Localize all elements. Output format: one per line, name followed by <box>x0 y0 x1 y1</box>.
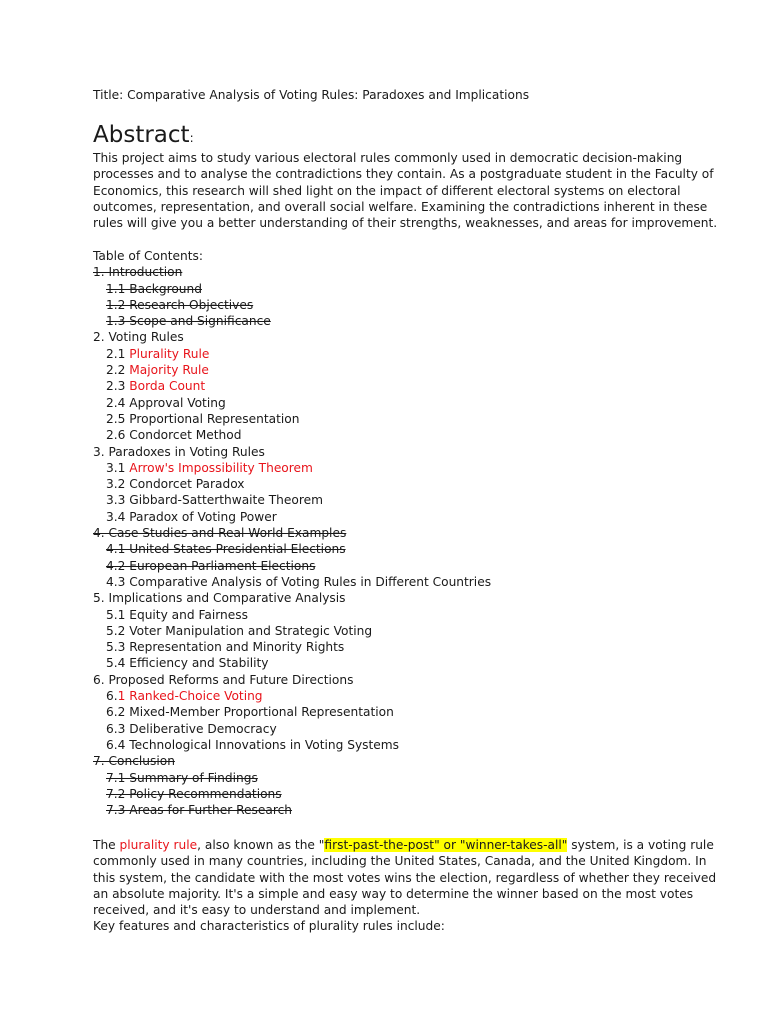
plurality-line: an absolute majority. It's a simple and easy way to determine the winner based on the most votes <box>93 886 694 901</box>
toc-entry-text: 3. Paradoxes in Voting Rules <box>93 444 265 459</box>
toc-entry-text: 2.6 Condorcet Method <box>106 428 242 443</box>
toc-entry-text: 3.3 Gibbard-Satterthwaite Theorem <box>106 493 323 508</box>
plurality-line: commonly used in many countries, including the United States, Canada, and the United Kingdom. In <box>93 854 707 869</box>
toc-entry-highlight: 1 Ranked-Choice Voting <box>117 689 263 704</box>
toc-entry-text: 2.2 <box>106 363 130 378</box>
toc-entry-text: 7.1 Summary of Findings <box>106 770 258 785</box>
plurality-text: , also known as the " <box>197 838 325 852</box>
toc-entry-text: 6.2 Mixed-Member Proportional Representation <box>106 705 394 720</box>
toc-entry-text: 2.3 <box>106 379 130 394</box>
toc-entry <box>93 770 491 786</box>
toc-entry-text: 3.2 Condorcet Paradox <box>106 477 245 492</box>
abstract-line: This project aims to study various electoral rules commonly used in democratic decision-making <box>93 151 683 165</box>
toc-entry-text: 6.3 Deliberative Democracy <box>106 721 277 736</box>
abstract-line: Economics, this research will shed light on the impact of different electoral systems on electoral <box>93 183 681 198</box>
toc-entry-text: 5.4 Efficiency and Stability <box>106 656 269 671</box>
toc-entry-text: 1.2 Research Objectives <box>106 297 254 312</box>
toc-entry <box>93 786 491 802</box>
toc-entry-text: 3.4 Paradox of Voting Power <box>106 509 277 524</box>
toc-entry <box>93 623 491 639</box>
toc-entry <box>93 574 491 590</box>
toc-entry <box>93 541 491 557</box>
abstract-paragraph <box>93 150 718 231</box>
toc-entry <box>93 688 491 704</box>
toc-heading: Table of Contents: <box>93 249 203 263</box>
document-title: Title: Comparative Analysis of Voting Rules: Paradoxes and Implications <box>93 88 530 102</box>
toc-entry <box>93 411 491 427</box>
toc-entry <box>93 476 491 492</box>
toc-entry-text: 4.2 European Parliament Elections <box>106 558 316 573</box>
abstract-heading-colon: : <box>189 131 194 145</box>
toc-entry-text: 7. Conclusion <box>93 754 175 769</box>
toc-entry-text: 2.4 Approval Voting <box>106 395 226 410</box>
toc-entry-text: 7.2 Policy Recommendations <box>106 786 282 801</box>
abstract-heading <box>93 121 194 152</box>
toc-entry <box>93 281 491 297</box>
toc-entry <box>93 672 491 688</box>
toc-entry <box>93 639 491 655</box>
toc-entry <box>93 509 491 525</box>
toc-entry <box>93 313 491 329</box>
plurality-line: received, and it's easy to understand and implement. <box>93 903 421 918</box>
abstract-heading-text: Abstract <box>93 122 190 148</box>
toc-entry <box>93 460 491 476</box>
toc-entry <box>93 704 491 720</box>
toc-entry <box>93 802 491 818</box>
toc-entry <box>93 395 491 411</box>
toc-entry <box>93 590 491 606</box>
plurality-rule-term: plurality rule <box>119 838 198 852</box>
toc-entry-text: 2.1 <box>106 346 130 361</box>
toc-entry-text: 6. Proposed Reforms and Future Directions <box>93 672 354 687</box>
toc-entry <box>93 737 491 753</box>
toc-entry <box>93 329 491 345</box>
toc-entry <box>93 558 491 574</box>
table-of-contents <box>93 248 491 818</box>
toc-entry-text: 1.3 Scope and Significance <box>106 314 271 329</box>
toc-entry <box>93 362 491 378</box>
plurality-line: this system, the candidate with the most votes wins the election, regardless of whether they received <box>93 870 717 885</box>
toc-entry <box>93 427 491 443</box>
toc-entry-text: 5.3 Representation and Minority Rights <box>106 640 345 655</box>
toc-entry <box>93 346 491 362</box>
abstract-line: rules will give you a better understanding of their strengths, weaknesses, and areas for improvement. <box>93 216 718 231</box>
plurality-text: system, is a voting rule <box>567 838 714 852</box>
toc-entry-highlight: Arrow's Impossibility Theorem <box>129 460 313 475</box>
toc-entry-text: 4.1 United States Presidential Elections <box>106 542 346 557</box>
toc-entry <box>93 444 491 460</box>
toc-entry-text: 3.1 <box>106 460 130 475</box>
highlighted-phrase: first-past-the-post" or "winner-takes-all" <box>324 838 568 852</box>
plurality-paragraph <box>93 837 717 935</box>
abstract-line: processes and to analyse the contradictions they contain. As a postgraduate student in the Faculty of <box>93 167 714 182</box>
toc-entry <box>93 607 491 623</box>
toc-entry-text: 6. <box>106 689 118 704</box>
toc-entry-text: 1.1 Background <box>106 281 202 296</box>
toc-entry-text: 5. Implications and Comparative Analysis <box>93 591 346 606</box>
toc-entry-highlight: Borda Count <box>129 379 206 394</box>
toc-entry-highlight: Majority Rule <box>129 363 209 378</box>
toc-entry-text: 4. Case Studies and Real-World Examples <box>93 526 347 541</box>
toc-entry-text: 5.1 Equity and Fairness <box>106 607 248 622</box>
toc-entry-highlight: Plurality Rule <box>129 346 210 361</box>
toc-entry-text: 4.3 Comparative Analysis of Voting Rules in Different Countries <box>106 574 492 589</box>
toc-entry <box>93 753 491 769</box>
toc-entry <box>93 297 491 313</box>
toc-entry <box>93 378 491 394</box>
plurality-text: The <box>93 838 120 852</box>
toc-entry <box>93 525 491 541</box>
toc-entry-text: 7.3 Areas for Further Research <box>106 803 293 818</box>
plurality-line-first <box>93 837 714 853</box>
toc-list <box>93 264 491 818</box>
toc-entry-text: 2. Voting Rules <box>93 330 184 345</box>
toc-entry <box>93 492 491 508</box>
toc-entry-text: 5.2 Voter Manipulation and Strategic Voting <box>106 623 373 638</box>
toc-entry-text: 6.4 Technological Innovations in Voting Systems <box>106 737 400 752</box>
abstract-line: outcomes, representation, and overall social welfare. Examining the contradictions inherent in these <box>93 199 708 214</box>
toc-entry <box>93 721 491 737</box>
plurality-line: Key features and characteristics of plurality rules include: <box>93 919 445 934</box>
toc-entry <box>93 264 491 280</box>
toc-entry <box>93 655 491 671</box>
toc-entry-text: 2.5 Proportional Representation <box>106 411 300 426</box>
toc-entry-text: 1. Introduction <box>93 265 183 280</box>
